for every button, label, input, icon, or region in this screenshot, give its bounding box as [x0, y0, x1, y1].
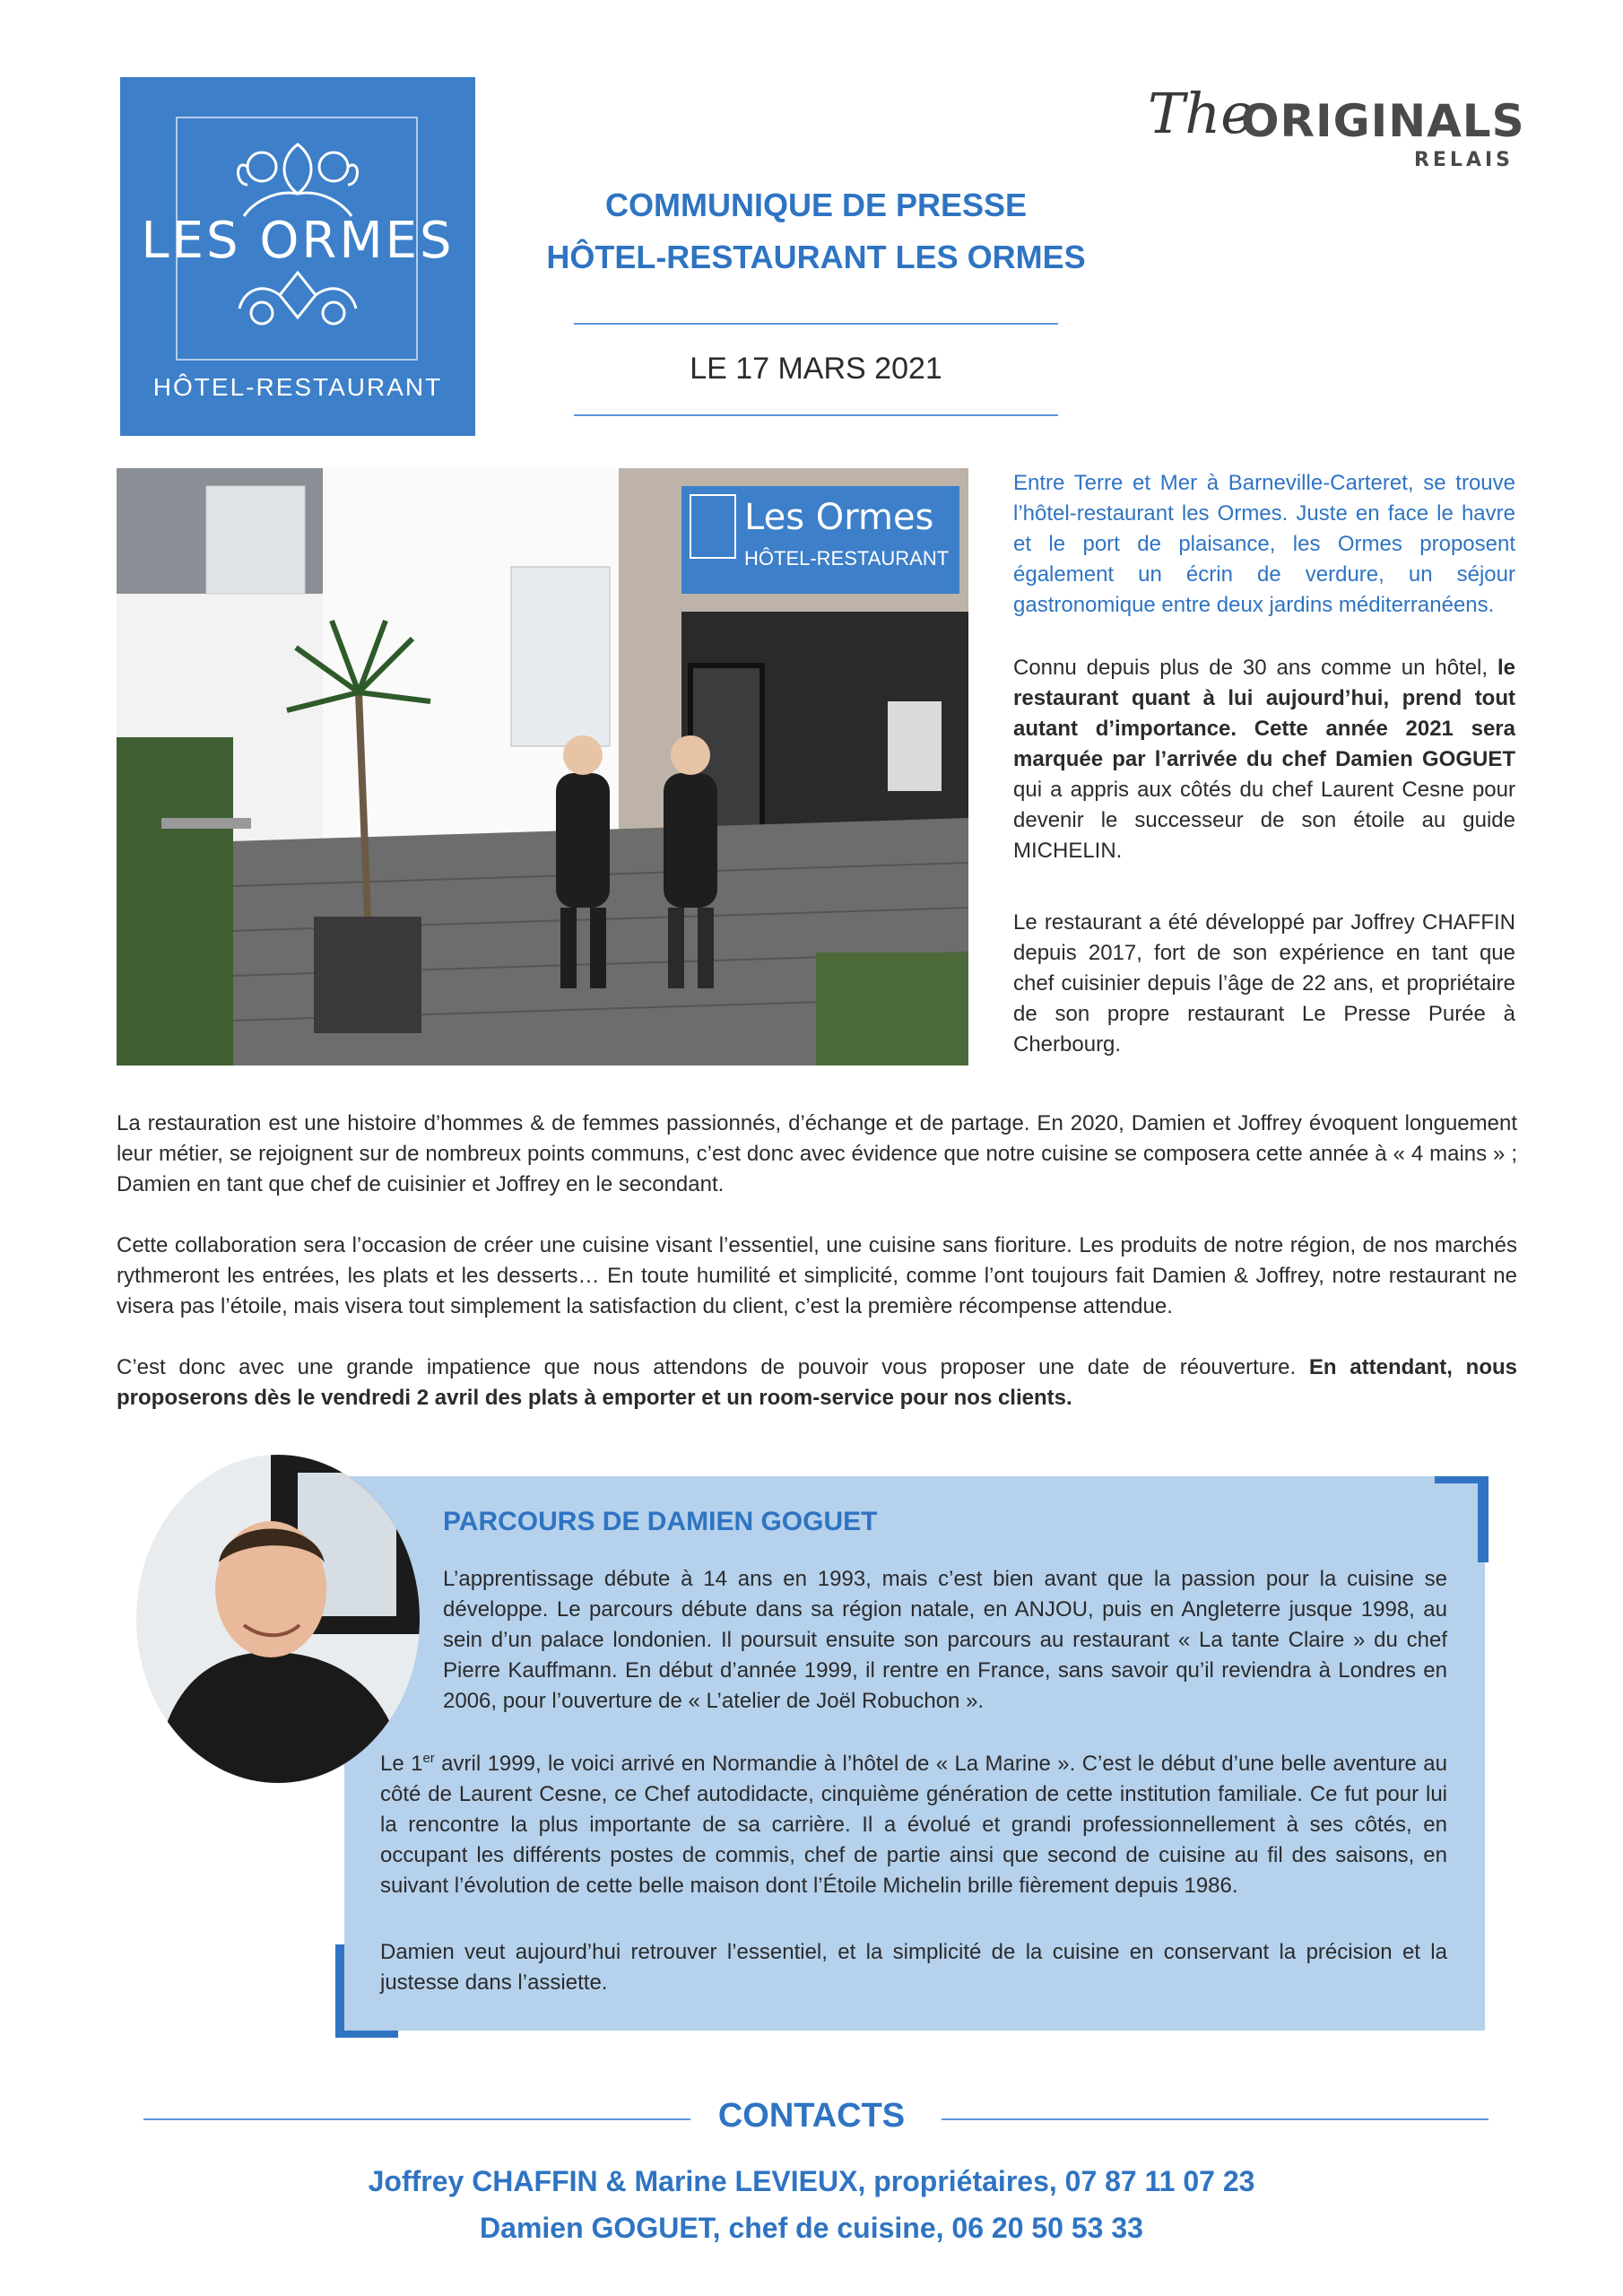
box-corner — [335, 1944, 344, 2031]
contacts-title: CONTACTS — [717, 2097, 906, 2135]
intro-paragraph-1: Entre Terre et Mer à Barneville-Carteret, se trouve l’hôtel-restaurant les Ormes. Juste en face le havre et le port de plaisance, les Ormes proposent également un écrin de verdure, un séjour gastronomique entre deux jardins méditerranéens. — [1013, 471, 1515, 617]
body-p3-bold: En attendant, nous proposerons dès le vendredi 2 avril des plats à emporter et un room-service pour nos clients. — [117, 1355, 1518, 1410]
brand-relais: RELAIS — [1413, 149, 1514, 171]
logo-subtitle: HÔTEL-RESTAURANT — [152, 373, 443, 401]
les-ormes-logo — [120, 77, 475, 436]
brand-originals: ORIGINALS — [1241, 95, 1525, 147]
ornament-bottom-icon — [226, 264, 369, 335]
intro-p2-c: qui a appris aux côtés du chef Laurent Cesne pour devenir le successeur de son étoile au guide MICHELIN. — [1013, 778, 1515, 863]
box-corner — [1435, 1476, 1488, 1483]
body-p3-a: C’est donc avec une grande impatience que nous attendons de pouvoir vous proposer une date de réouverture. — [117, 1355, 1309, 1379]
hotel-entrance-photo — [117, 468, 968, 1065]
body-paragraph-3 — [117, 1352, 1517, 1413]
sign-subtitle: HÔTEL-RESTAURANT — [744, 547, 950, 570]
parcours-paragraph-1: L’apprentissage débute à 14 ans en 1993, mais c’est bien avant que la passion pour la cuisine se développe. Le parcours débute dans sa région natale, en ANJOU, puis en Angleterre jusque 1998, au sein d’un palace londonien. Il poursuit ensuite son parcours au restaurant « La tante Claire » du chef Pierre Kauffmann. En début d’année 1999, il rentre en France, sans savoir qu’il reviendra à Londres en 2006, pour l’ouverture de « L’atelier de Joël Robuchon ». — [443, 1567, 1447, 1713]
body-paragraph-1: La restauration est une histoire d’hommes & de femmes passionnés, d’échange et de partage. En 2020, Damien et Joffrey évoquent longuement leur métier, se rejoignent sur de nombreux points communs, c’est donc avec évidence que notre cuisine se composera cette année à « 4 mains » ; Damien en tant que chef de cuisinier et Joffrey en le secondant. — [117, 1111, 1517, 1196]
headline-line1: COMMUNIQUE DE PRESSE — [604, 187, 1028, 223]
logo-name: LES ORMES — [141, 212, 455, 270]
parcours-paragraph-2 — [380, 1744, 1447, 1901]
intro-p2-bold: le restaurant quant à lui aujourd’hui, prend tout autant d’importance. Cette année 2021 sera marquée par l’arrivée du chef Damien GOGUET — [1013, 656, 1515, 771]
parcours-title: PARCOURS DE DAMIEN GOGUET — [443, 1507, 878, 1536]
parcours-p2-sup: er — [422, 1751, 435, 1766]
intro-paragraph-2 — [1013, 653, 1515, 866]
press-date: LE 17 MARS 2021 — [690, 352, 942, 386]
divider-bottom — [574, 414, 1058, 416]
contact-owners: Joffrey CHAFFIN & Marine LEVIEUX, propriétaires, 07 87 11 07 23 — [368, 2165, 1255, 2197]
the-originals-logo — [1148, 77, 1524, 176]
parcours-paragraph-3: Damien veut aujourd’hui retrouver l’essentiel, et la simplicité de la cuisine en conservant la précision et la justesse dans l’assiette. — [380, 1940, 1447, 1995]
ornament-icon — [226, 140, 369, 221]
box-corner — [335, 2031, 398, 2038]
chef-portrait — [136, 1455, 423, 1783]
body-paragraph-2: Cette collaboration sera l’occasion de créer une cuisine visant l’essentiel, une cuisine sans fioriture. Les produits de notre région, de nos marchés rythmeront les entrées, les plats et les desserts… En toute humilité et simplicité, comme l’ont toujours fait Damien & Joffrey, notre restaurant ne visera pas l’étoile, mais visera tout simplement la satisfaction du client, c’est la première récompense attendue. — [117, 1233, 1517, 1318]
divider-top — [574, 323, 1058, 325]
parcours-p2-a: Le 1 — [380, 1752, 423, 1776]
box-corner — [1478, 1476, 1488, 1562]
sign-name: Les Ormes — [744, 497, 934, 538]
parcours-p2-b: avril 1999, le voici arrivé en Normandie à l’hôtel de « La Marine ». C’est le début d’une belle aventure au côté de Laurent Cesne, ce Chef autodidacte, cinquième génération de cette institution familiale. Ce fut pour lui la rencontre la plus importante de sa carrière. Il a évolué et grandi professionnellement à ses côtés, en occupant les différents postes de commis, chef de partie ainsi que second de cuisine au fil des saisons, en suivant l’évolution de cette belle maison dont l’Étoile Michelin brille fièrement depuis 1986. — [380, 1752, 1447, 1898]
intro-p2-a: Connu depuis plus de 30 ans comme un hôtel, — [1013, 656, 1497, 680]
brand-the: The — [1148, 81, 1254, 146]
headline-line2: HÔTEL-RESTAURANT LES ORMES — [546, 239, 1086, 275]
intro-paragraph-3: Le restaurant a été développé par Joffrey CHAFFIN depuis 2017, fort de son expérience en tant que chef cuisinier depuis l’âge de 22 ans, et propriétaire de son propre restaurant Le Presse Purée à Cherbourg. — [1013, 910, 1515, 1057]
contact-chef: Damien GOGUET, chef de cuisine, 06 20 50 53 33 — [480, 2212, 1143, 2244]
